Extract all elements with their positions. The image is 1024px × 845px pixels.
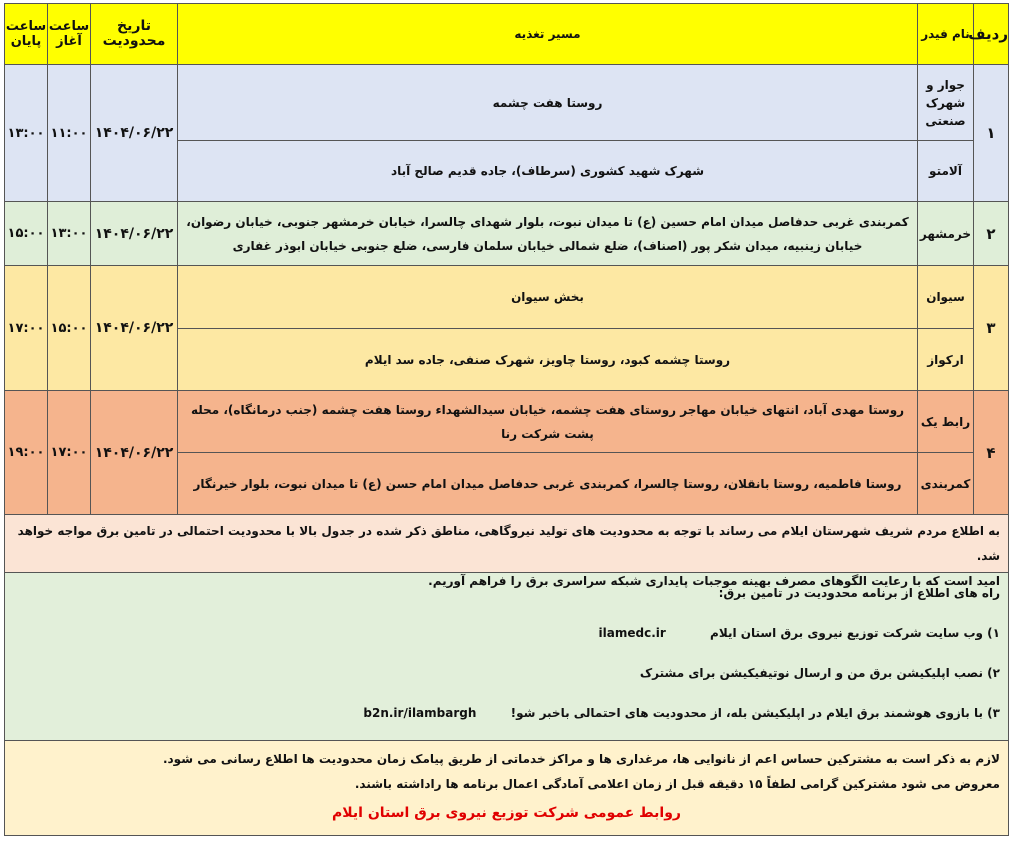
outage-date: ۱۴۰۴/۰۶/۲۲ <box>91 391 178 515</box>
outage-date: ۱۴۰۴/۰۶/۲۲ <box>91 202 178 266</box>
website-link[interactable]: ilamedc.ir <box>598 626 666 640</box>
feed-route: بخش سیوان <box>178 266 918 329</box>
outage-date: ۱۴۰۴/۰۶/۲۲ <box>91 65 178 202</box>
header-date: تاریخ محدودیت <box>91 4 178 65</box>
notice-box <box>4 515 1009 588</box>
header-feeder: نام فیدر <box>918 4 974 65</box>
feed-route: کمربندی غربی حدفاصل میدان امام حسین (ع) تا میدان نبوت، بلوار شهدای چالسرا، خیابان خرمشهر جنوبی، خیابان رضوان، خیابان زینبیه، میدان شکر پور (اصناف)، ضلع شمالی خیابان سلمان فارسی، ضلع جنوبی خیابان ابوذر غفاری <box>178 202 918 266</box>
feed-route: روستا مهدی آباد، انتهای خیابان مهاجر روستای هفت چشمه، خیابان سیدالشهداء روستا هفت چشمه (جنب درمانگاه)، محله پشت شرکت رنا <box>178 391 918 453</box>
footer-line: لازم به ذکر است به مشترکین حساس اعم از نانوایی ها، مرغداری ها و مراکز خدماتی از طریق پیامک زمان محدودیت ها اطلاع رسانی می شود. <box>162 752 1000 766</box>
start-time: ۱۳:۰۰ <box>48 202 91 266</box>
row-number: ۳ <box>974 266 1009 391</box>
table-header-row <box>5 4 1009 65</box>
feeder-name: خرمشهر <box>918 202 974 266</box>
info-item-bot <box>13 701 1000 741</box>
feed-route: شهرک شهید کشوری (سرطاف)، جاده قدیم صالح آباد <box>178 141 918 202</box>
outage-schedule <box>4 3 1009 836</box>
bot-link[interactable]: b2n.ir/ilambargh <box>363 706 477 720</box>
header-start: ساعت آغاز <box>48 4 91 65</box>
feeder-name: کمربندی <box>918 453 974 515</box>
feeder-name: آلامتو <box>918 141 974 202</box>
header-route: مسیر تغذیه <box>178 4 918 65</box>
end-time: ۱۳:۰۰ <box>5 65 48 202</box>
end-time: ۱۵:۰۰ <box>5 202 48 266</box>
signature: روابط عمومی شرکت توزیع نیروی برق استان ایلام <box>332 805 681 821</box>
start-time: ۱۷:۰۰ <box>48 391 91 515</box>
row-number: ۲ <box>974 202 1009 266</box>
info-item-label: ۳) با بازوی هوشمند برق ایلام در اپلیکیشن بله، از محدودیت های احتمالی باخبر شو! <box>510 706 1000 720</box>
table-row <box>5 65 1009 141</box>
feeder-name: سیوان <box>918 266 974 329</box>
feeder-name: رابط یک <box>918 391 974 453</box>
start-time: ۱۵:۰۰ <box>48 266 91 391</box>
info-item-website <box>13 621 1000 661</box>
feed-route: روستا فاطمیه، روستا بانقلان، روستا چالسرا، کمربندی غربی حدفاصل میدان امام حسن (ع) تا میدان نبوت، بلوار خیرنگار <box>178 453 918 515</box>
table-row <box>5 202 1009 266</box>
notice-line: امید است که با رعایت الگوهای مصرف بهینه موجبات پایداری شبکه سراسری برق را فراهم آوریم. <box>428 574 1000 588</box>
notice-line: به اطلاع مردم شریف شهرستان ایلام می رساند با توجه به محدودیت های تولید نیروگاهی، مناطق ذکر شده در جدول بالا با محدودیت احتمالی در تامین برق مواجه خواهد شد. <box>17 524 1000 563</box>
info-title: راه های اطلاع از برنامه محدودیت در تامین برق: <box>718 586 1000 600</box>
row-number: ۱ <box>974 65 1009 202</box>
info-item-app: ۲) نصب اپلیکیشن برق من و ارسال نوتیفیکیشن برای مشترک <box>639 666 1000 680</box>
info-item-label: ۱) وب سایت شرکت توزیع نیروی برق استان ایلام <box>710 626 1000 640</box>
feeder-name: ارکواز <box>918 329 974 391</box>
header-end: ساعت پایان <box>5 4 48 65</box>
end-time: ۱۹:۰۰ <box>5 391 48 515</box>
end-time: ۱۷:۰۰ <box>5 266 48 391</box>
outage-date: ۱۴۰۴/۰۶/۲۲ <box>91 266 178 391</box>
feed-route: روستا چشمه کبود، روستا چاویز، شهرک صنفی، جاده سد ایلام <box>178 329 918 391</box>
feed-route: روستا هفت چشمه <box>178 65 918 141</box>
feeder-name: جوار و شهرک صنعتی <box>918 65 974 141</box>
header-row-no: ردیف <box>974 4 1009 65</box>
row-number: ۴ <box>974 391 1009 515</box>
info-box <box>4 573 1009 741</box>
table-row <box>5 391 1009 453</box>
footer-line: معروض می شود مشترکین گرامی لطفاً ۱۵ دقیقه قبل از زمان اعلامی آمادگی اعمال برنامه ها راداشته باشند. <box>354 777 1000 791</box>
footer-box <box>4 741 1009 836</box>
schedule-table <box>4 3 1009 515</box>
start-time: ۱۱:۰۰ <box>48 65 91 202</box>
table-row <box>5 266 1009 329</box>
